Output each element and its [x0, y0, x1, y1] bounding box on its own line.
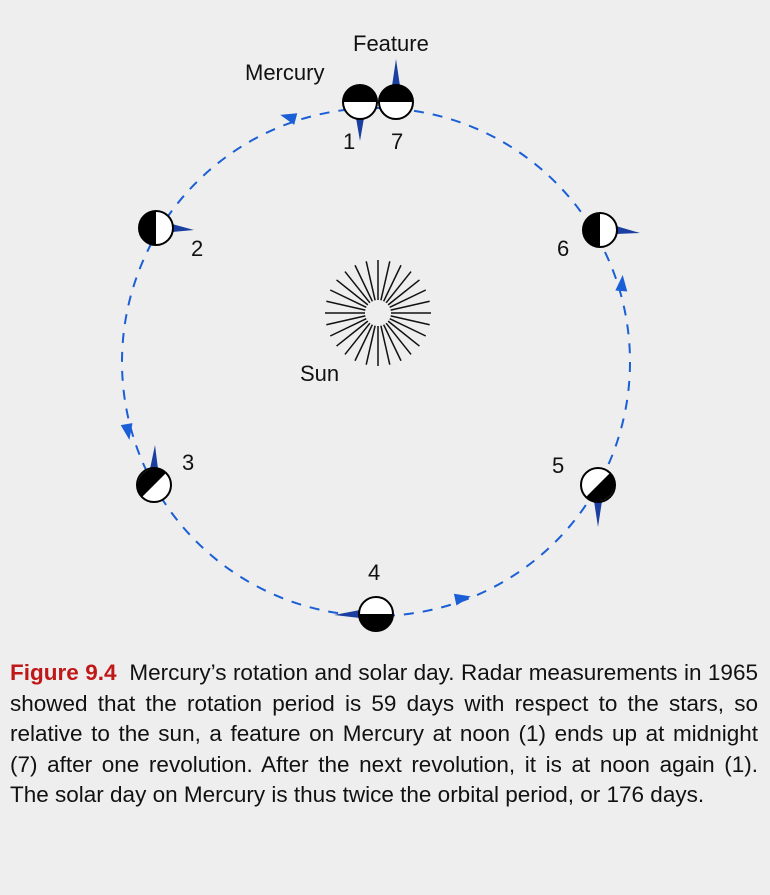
orbit-direction-arrow-icon — [121, 423, 136, 441]
sun-ray — [326, 301, 365, 310]
orbit-direction-arrow-icon — [279, 109, 298, 125]
position-label-7: 7 — [391, 129, 404, 154]
sun-ray — [366, 261, 375, 300]
mercury-position-2 — [139, 211, 194, 245]
sun-ray — [366, 326, 375, 365]
sun-rays-icon — [325, 260, 431, 366]
mercury-position-6 — [583, 213, 640, 247]
position-label-4: 4 — [368, 560, 381, 585]
feature-pointer-icon — [594, 501, 602, 527]
feature-pointer-icon — [356, 118, 364, 141]
position-label-6: 6 — [557, 236, 570, 261]
orbit-direction-arrow-icon — [615, 275, 628, 292]
feature-pointer-icon — [150, 445, 158, 469]
feature-pointer-icon — [392, 59, 400, 86]
orbit-path — [122, 108, 630, 616]
feature-pointer-icon — [616, 226, 640, 234]
feature-pointer-icon — [172, 224, 194, 232]
figure-number: Figure 9.4 — [10, 660, 117, 685]
position-label-5: 5 — [552, 453, 565, 478]
mercury-position-3 — [137, 445, 171, 502]
mercury-position-7 — [379, 59, 413, 119]
position-label-3: 3 — [182, 450, 195, 475]
sun-ray — [326, 316, 365, 325]
position-label-2: 2 — [191, 236, 204, 261]
caption-text: Mercury’s rotation and solar day. Radar measurements in 1965 showed that the rotation period is 59 days with respect to the stars, so relative to the sun, a feature on Mercury at noon (1) ends up at midnight (7) after one revolution. After the next revolution, it is at noon again (1). The solar day on Mercury is thus twice the orbital period, or 176 days. — [10, 660, 758, 807]
sun-ray — [391, 301, 430, 310]
mercury-label: Mercury — [245, 60, 325, 85]
mercury-position-5 — [581, 468, 615, 527]
orbit-direction-arrow-icon — [454, 590, 472, 605]
sun-ray — [381, 326, 390, 365]
position-label-1: 1 — [343, 129, 356, 154]
sun-label: Sun — [300, 361, 340, 386]
sun-ray — [391, 316, 430, 325]
mercury-position-4 — [334, 597, 393, 631]
figure-caption — [10, 658, 758, 811]
feature-label: Feature — [353, 31, 429, 56]
sun-ray — [381, 261, 390, 300]
